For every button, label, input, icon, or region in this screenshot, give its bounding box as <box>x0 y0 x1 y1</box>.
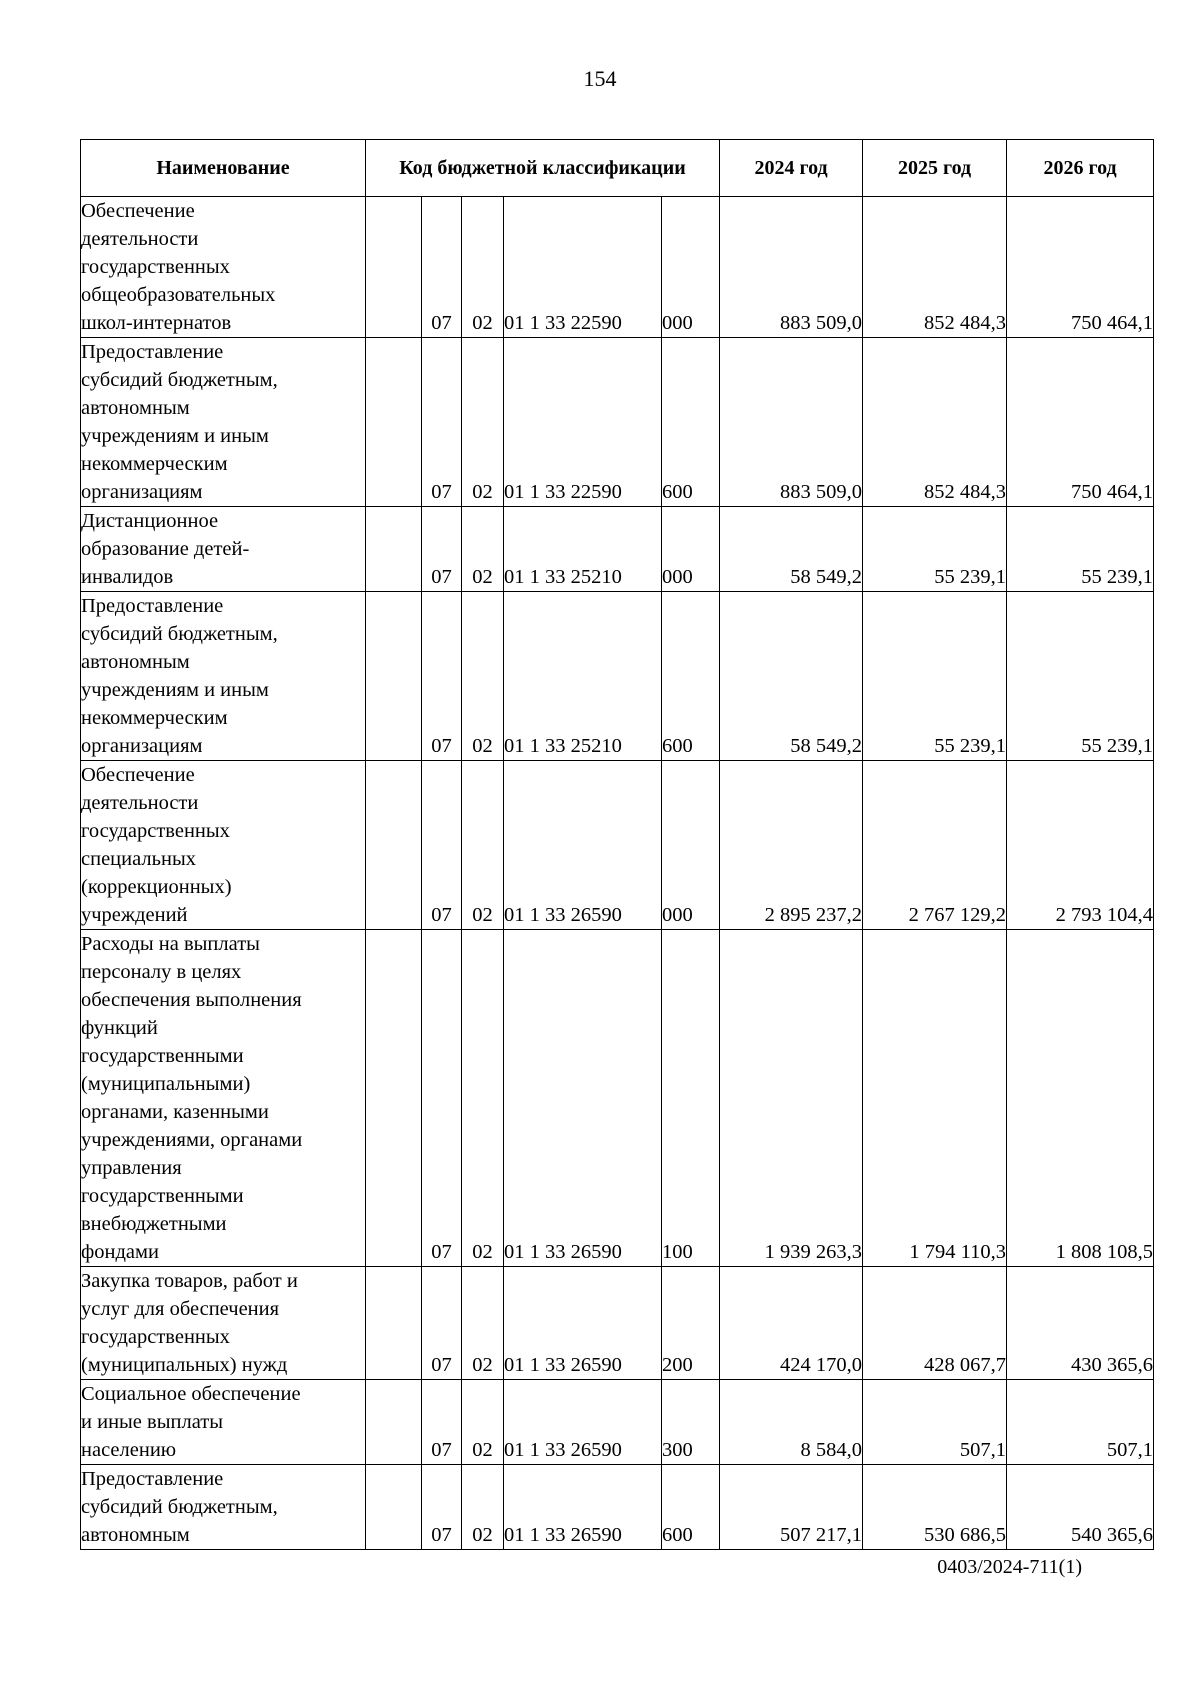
row-name <box>81 1380 366 1465</box>
row-target-article: 01 1 33 25210 <box>504 507 662 592</box>
row-target-article: 01 1 33 26590 <box>504 1380 662 1465</box>
header-name: Наименование <box>81 140 366 197</box>
row-amount-2026: 540 365,6 <box>1007 1465 1154 1550</box>
header-2024: 2024 год <box>720 140 863 197</box>
table-row <box>81 338 1154 507</box>
row-amount-2025: 507,1 <box>863 1380 1007 1465</box>
row-target-article: 01 1 33 25210 <box>504 592 662 761</box>
row-name-text: Закупка товаров, работ и услуг для обеспечения государственных (муниципальных) нужд <box>81 1270 298 1376</box>
table-row <box>81 761 1154 930</box>
row-amount-2024: 883 509,0 <box>720 338 863 507</box>
row-subsection-code: 02 <box>462 507 504 592</box>
table-row <box>81 592 1154 761</box>
row-section-code: 07 <box>422 1380 462 1465</box>
row-subsection-code: 02 <box>462 197 504 338</box>
row-blank-cell <box>366 761 422 930</box>
table-row <box>81 507 1154 592</box>
row-name <box>81 507 366 592</box>
row-section-code: 07 <box>422 197 462 338</box>
row-blank-cell <box>366 1267 422 1380</box>
header-2026: 2026 год <box>1007 140 1154 197</box>
row-subsection-code: 02 <box>462 1465 504 1550</box>
row-amount-2025: 852 484,3 <box>863 338 1007 507</box>
row-name-text: Предоставление субсидий бюджетным, автономным учреждениям и иным некоммерческим организациям <box>81 595 278 757</box>
row-expense-type: 600 <box>662 1465 720 1550</box>
row-amount-2026: 507,1 <box>1007 1380 1154 1465</box>
row-section-code: 07 <box>422 930 462 1267</box>
row-amount-2024: 1 939 263,3 <box>720 930 863 1267</box>
row-blank-cell <box>366 592 422 761</box>
row-expense-type: 600 <box>662 338 720 507</box>
row-section-code: 07 <box>422 761 462 930</box>
row-amount-2024: 507 217,1 <box>720 1465 863 1550</box>
row-amount-2024: 2 895 237,2 <box>720 761 863 930</box>
row-amount-2025: 55 239,1 <box>863 507 1007 592</box>
row-amount-2024: 8 584,0 <box>720 1380 863 1465</box>
row-expense-type: 300 <box>662 1380 720 1465</box>
row-name-text: Дистанционное образование детей- инвалидов <box>81 510 250 588</box>
row-expense-type: 000 <box>662 761 720 930</box>
row-subsection-code: 02 <box>462 592 504 761</box>
row-subsection-code: 02 <box>462 1267 504 1380</box>
row-expense-type: 000 <box>662 197 720 338</box>
row-name-text: Обеспечение деятельности государственных специальных (коррекционных) учреждений <box>81 764 232 926</box>
table-row <box>81 197 1154 338</box>
page-number: 154 <box>583 66 617 91</box>
row-amount-2026: 750 464,1 <box>1007 338 1154 507</box>
row-name <box>81 1267 366 1380</box>
row-amount-2026: 2 793 104,4 <box>1007 761 1154 930</box>
row-name <box>81 1465 366 1550</box>
row-blank-cell <box>366 197 422 338</box>
header-2025: 2025 год <box>863 140 1007 197</box>
table-header-row <box>81 140 1154 197</box>
row-amount-2026: 430 365,6 <box>1007 1267 1154 1380</box>
row-blank-cell <box>366 338 422 507</box>
row-name <box>81 338 366 507</box>
row-name <box>81 761 366 930</box>
row-amount-2024: 883 509,0 <box>720 197 863 338</box>
row-expense-type: 000 <box>662 507 720 592</box>
row-target-article: 01 1 33 22590 <box>504 197 662 338</box>
row-amount-2024: 424 170,0 <box>720 1267 863 1380</box>
row-name <box>81 930 366 1267</box>
row-subsection-code: 02 <box>462 1380 504 1465</box>
row-target-article: 01 1 33 26590 <box>504 930 662 1267</box>
row-name-text: Обеспечение деятельности государственных общеобразовательных школ-интернатов <box>81 200 276 334</box>
row-subsection-code: 02 <box>462 761 504 930</box>
row-section-code: 07 <box>422 1465 462 1550</box>
row-target-article: 01 1 33 22590 <box>504 338 662 507</box>
row-amount-2026: 750 464,1 <box>1007 197 1154 338</box>
row-blank-cell <box>366 1465 422 1550</box>
table-row <box>81 1380 1154 1465</box>
row-target-article: 01 1 33 26590 <box>504 1267 662 1380</box>
row-amount-2024: 58 549,2 <box>720 592 863 761</box>
row-expense-type: 200 <box>662 1267 720 1380</box>
row-amount-2025: 2 767 129,2 <box>863 761 1007 930</box>
row-name-text: Предоставление субсидий бюджетным, автономным учреждениям и иным некоммерческим организациям <box>81 341 278 503</box>
header-budget-code: Код бюджетной классификации <box>366 140 720 197</box>
document-code: 0403/2024-711(1) <box>937 1556 1082 1578</box>
row-name <box>81 592 366 761</box>
row-amount-2026: 55 239,1 <box>1007 592 1154 761</box>
table-row <box>81 1465 1154 1550</box>
row-name-text: Предоставление субсидий бюджетным, автономным <box>81 1468 278 1546</box>
row-blank-cell <box>366 1380 422 1465</box>
row-expense-type: 100 <box>662 930 720 1267</box>
row-section-code: 07 <box>422 1267 462 1380</box>
row-amount-2025: 852 484,3 <box>863 197 1007 338</box>
row-section-code: 07 <box>422 338 462 507</box>
row-section-code: 07 <box>422 507 462 592</box>
row-blank-cell <box>366 507 422 592</box>
table-row <box>81 930 1154 1267</box>
row-amount-2024: 58 549,2 <box>720 507 863 592</box>
row-name-text: Социальное обеспечение и иные выплаты населению <box>81 1383 301 1461</box>
table-row <box>81 1267 1154 1380</box>
budget-table <box>80 139 1154 1550</box>
row-amount-2025: 428 067,7 <box>863 1267 1007 1380</box>
row-section-code: 07 <box>422 592 462 761</box>
row-target-article: 01 1 33 26590 <box>504 1465 662 1550</box>
table-body <box>81 197 1154 1550</box>
row-subsection-code: 02 <box>462 338 504 507</box>
row-amount-2026: 55 239,1 <box>1007 507 1154 592</box>
row-target-article: 01 1 33 26590 <box>504 761 662 930</box>
row-amount-2025: 1 794 110,3 <box>863 930 1007 1267</box>
row-amount-2025: 55 239,1 <box>863 592 1007 761</box>
row-name-text: Расходы на выплаты персоналу в целях обеспечения выполнения функций государственными (муниципальными) органами, казенными учреждениями, органами управления государственными внебюджетными фондами <box>81 933 303 1263</box>
row-blank-cell <box>366 930 422 1267</box>
row-amount-2026: 1 808 108,5 <box>1007 930 1154 1267</box>
row-amount-2025: 530 686,5 <box>863 1465 1007 1550</box>
row-subsection-code: 02 <box>462 930 504 1267</box>
row-expense-type: 600 <box>662 592 720 761</box>
row-name <box>81 197 366 338</box>
